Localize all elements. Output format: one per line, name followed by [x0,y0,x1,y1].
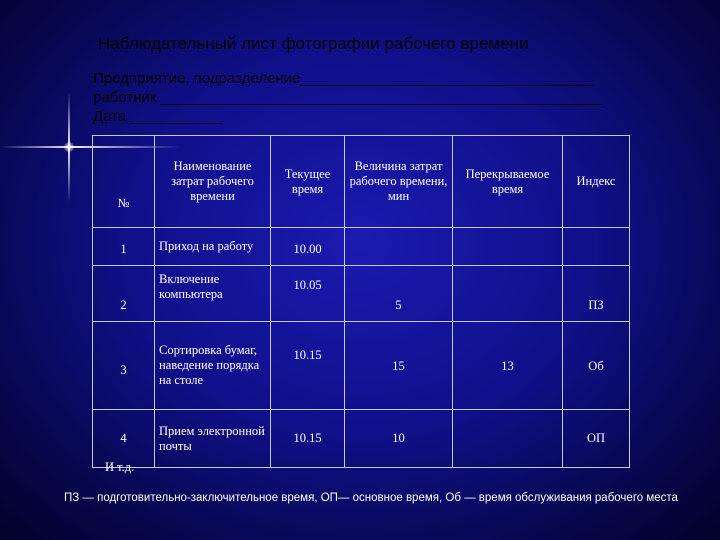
row-name: Прием электронной почты [155,410,271,468]
row-current: 10.00 [271,228,345,266]
header-name: Наименование затрат рабочего времени [155,136,271,228]
etc-note: И т.д. [105,460,135,474]
row-amount: 10 [345,410,453,468]
table-row [93,322,630,410]
header-index: Индекс [563,136,630,228]
row-num: 2 [93,266,155,322]
header-amount: Величина затрат рабочего времени, мин [345,136,453,228]
observation-table [92,135,630,468]
table-header-row [93,136,630,228]
header-current: Текущее время [271,136,345,228]
row-current: 10.05 [271,266,345,322]
row-amount: 5 [345,266,453,322]
row-index: ПЗ [563,266,630,322]
row-num: 1 [93,228,155,266]
row-name: Приход на работу [155,228,271,266]
row-amount: 15 [345,322,453,410]
date-line: Дата ___________ [93,108,223,125]
header-num: № [93,136,155,228]
worker-line: работник _____________________________________________________ [93,89,603,106]
row-name: Сортировка бумаг, наведение порядка на столе [155,322,271,410]
row-name: Включение компьютера [155,266,271,322]
header-overlap: Перекрываемое время [453,136,563,228]
table-row [93,266,630,322]
row-index [563,228,630,266]
row-overlap [453,266,563,322]
row-overlap: 13 [453,322,563,410]
page-title: Наблюдательный лист фотографии рабочего времени [98,34,529,53]
row-current: 10.15 [271,410,345,468]
row-index: ОП [563,410,630,468]
decorative-star-core [64,142,74,152]
row-num: 3 [93,322,155,410]
row-index: Об [563,322,630,410]
row-num: 4 [93,410,155,468]
row-current: 10.15 [271,322,345,410]
row-overlap [453,228,563,266]
row-overlap [453,410,563,468]
legend-footnote: ПЗ — подготовительно-заключительное время, ОП— основное время, Об — время обслуживания рабочего места [64,492,678,504]
table-row [93,228,630,266]
table-row [93,410,630,468]
enterprise-line: Предприятие, подразделение___________________________________ [93,70,593,87]
row-amount [345,228,453,266]
